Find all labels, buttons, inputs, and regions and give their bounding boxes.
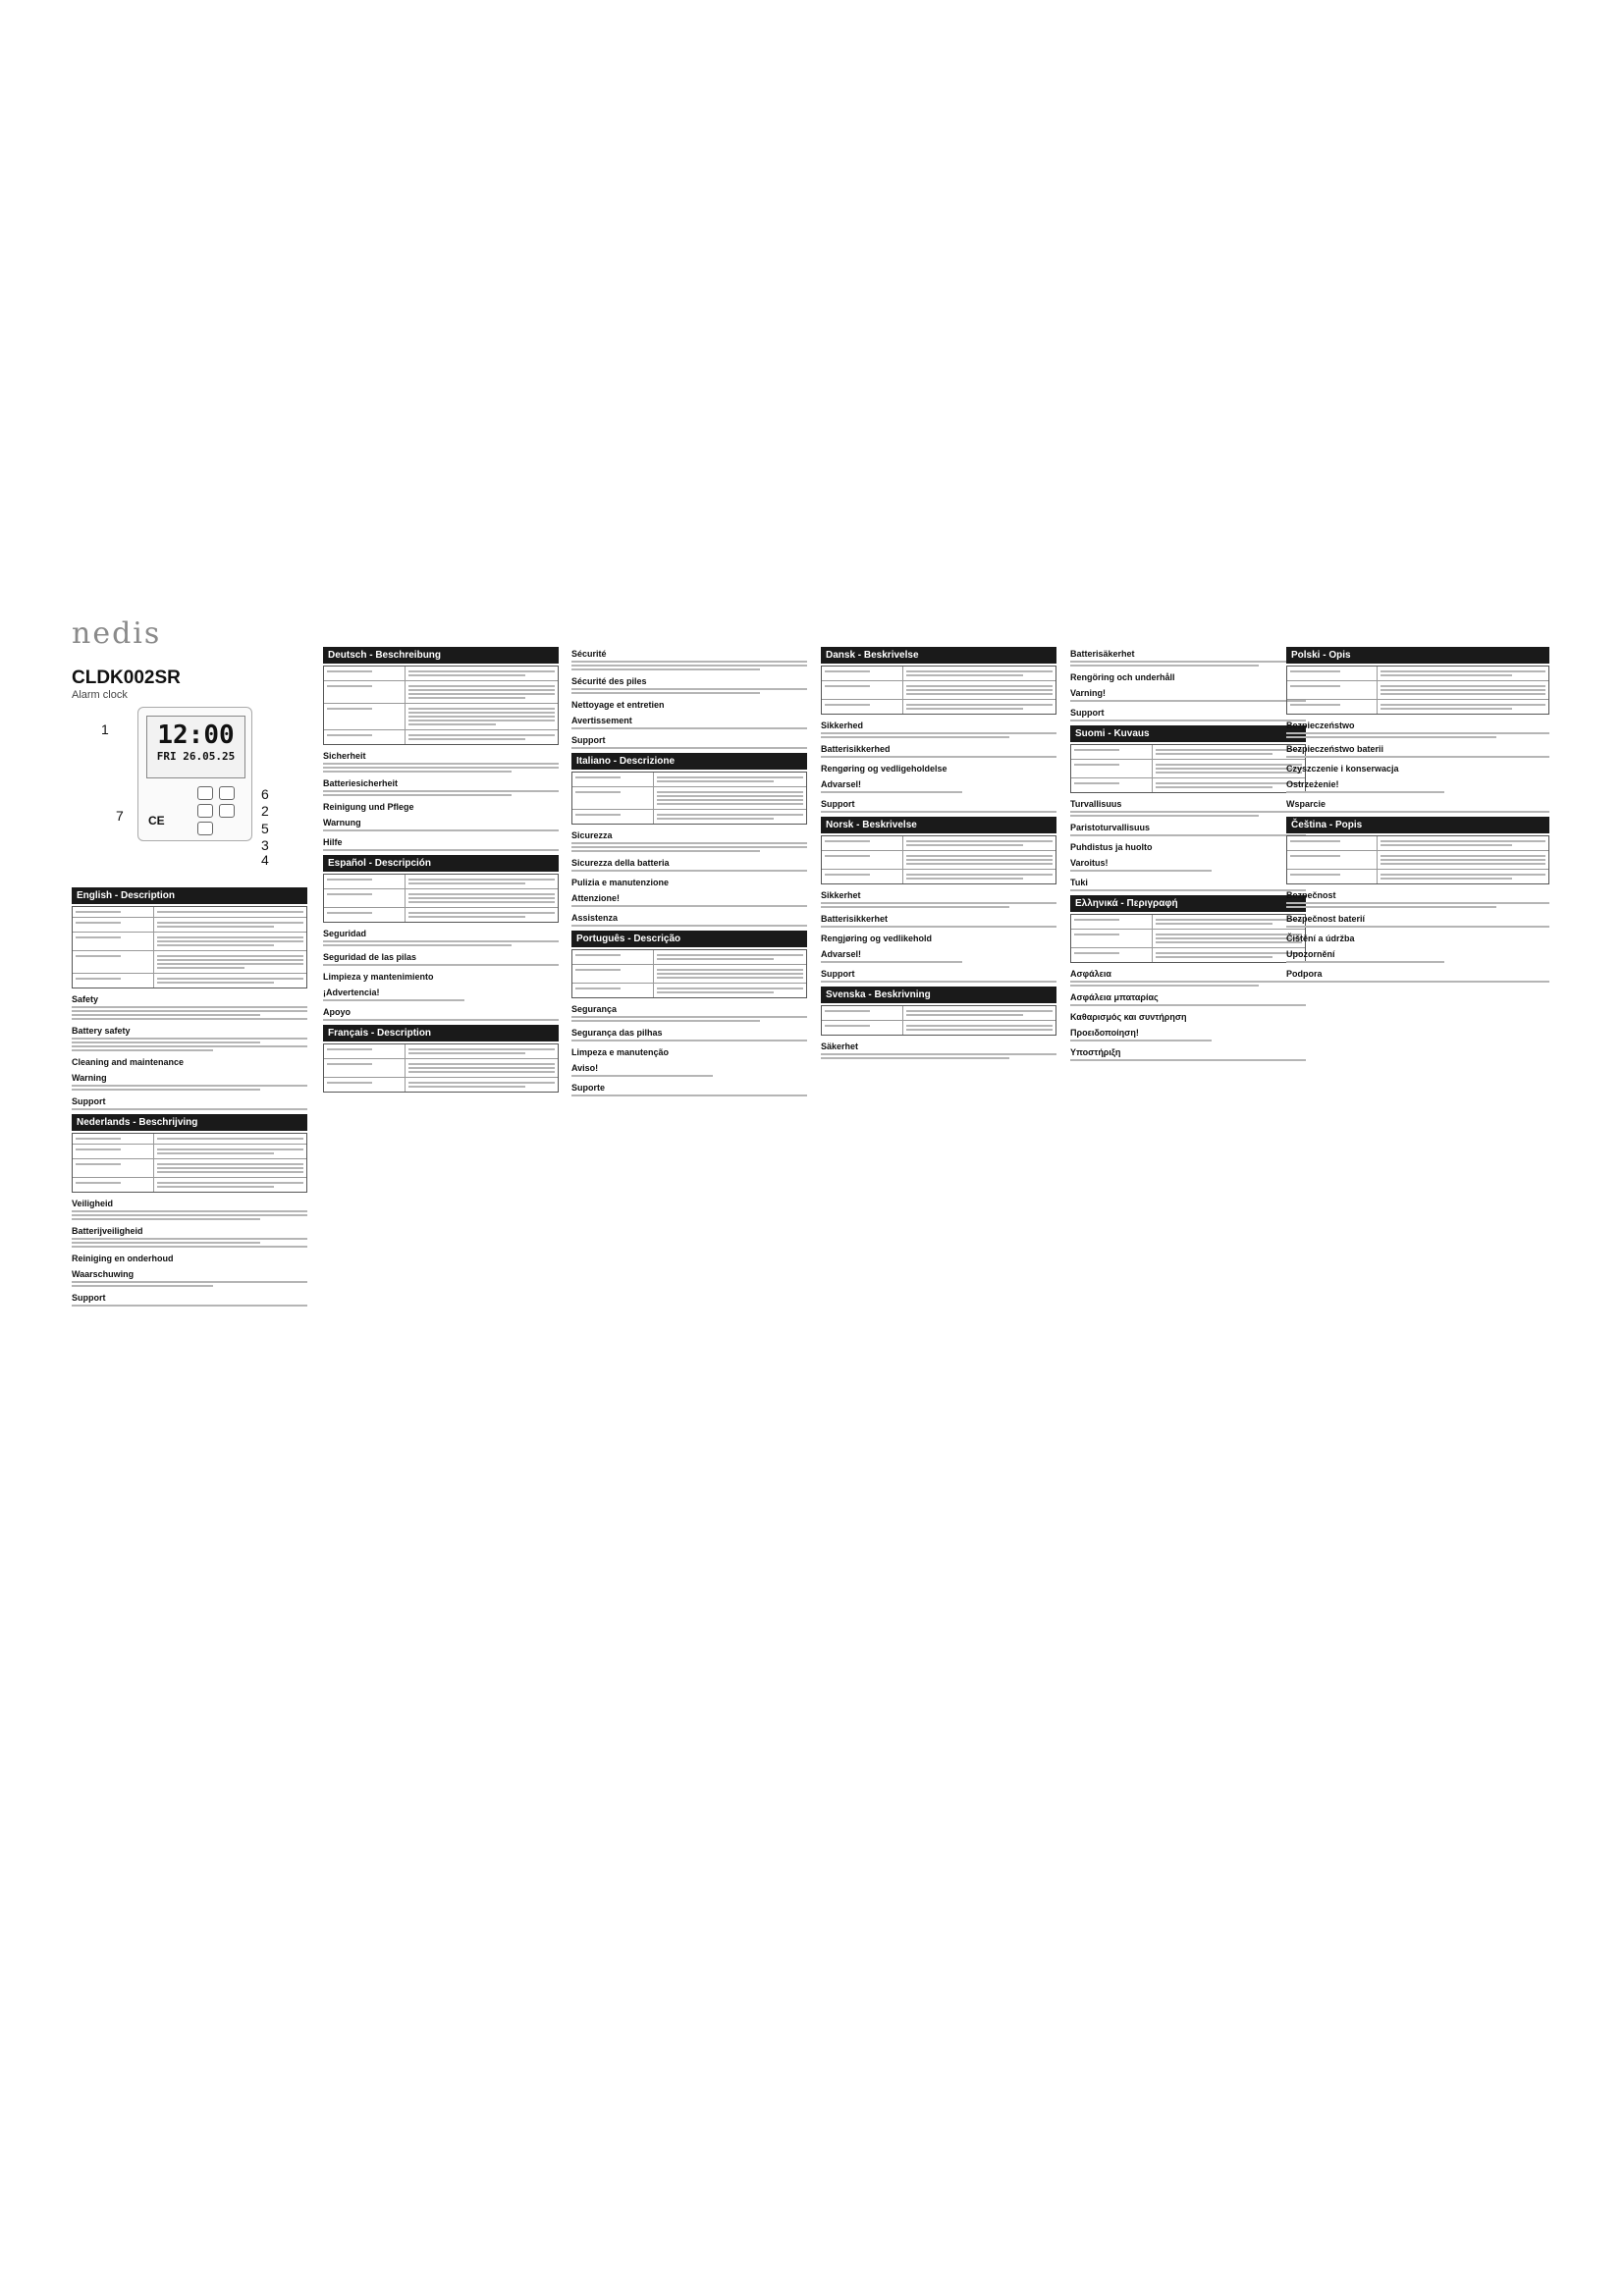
table-row — [1287, 667, 1548, 681]
heading: Limpieza y mantenimiento — [323, 972, 434, 982]
table-row — [73, 1159, 306, 1178]
table-row — [1071, 930, 1305, 948]
column-3 — [571, 643, 807, 1098]
heading: Ασφάλεια — [1070, 969, 1111, 979]
table-row — [1071, 778, 1305, 792]
table-row — [1287, 681, 1548, 700]
table-row — [324, 730, 558, 744]
heading: Batteriesicherheit — [323, 778, 399, 788]
spec-table — [571, 772, 807, 825]
heading: Seguridad de las pilas — [323, 952, 417, 962]
brand-logo: nedis — [72, 616, 162, 651]
table-row — [324, 1059, 558, 1078]
heading: Turvallisuus — [1070, 799, 1122, 809]
heading: Varoitus! — [1070, 858, 1109, 868]
table-row — [1071, 948, 1305, 962]
heading: Sécurité — [571, 649, 607, 659]
table-row — [73, 933, 306, 951]
column-2 — [323, 643, 559, 1093]
section-title: Dansk - Beskrivelse — [821, 647, 1056, 664]
heading: Wsparcie — [1286, 799, 1326, 809]
table-row — [822, 1021, 1056, 1035]
heading: Nettoyage et entretien — [571, 700, 665, 710]
heading: Waarschuwing — [72, 1269, 135, 1279]
heading: Pulizia e manutenzione — [571, 878, 670, 887]
table-row — [1071, 915, 1305, 930]
callout-4: 4 — [261, 852, 269, 868]
section-title: Italiano - Descrizione — [571, 753, 807, 770]
heading: Hilfe — [323, 837, 343, 847]
heading: Sikkerhet — [821, 890, 861, 900]
heading: ¡Advertencia! — [323, 988, 380, 997]
spec-table — [323, 874, 559, 923]
heading: Support — [72, 1096, 106, 1106]
heading: Assistenza — [571, 913, 619, 923]
callout-1: 1 — [101, 721, 109, 737]
heading: Advarsel! — [821, 779, 862, 789]
table-row — [73, 907, 306, 918]
table-row — [324, 667, 558, 681]
heading: Warning — [72, 1073, 107, 1083]
heading: Seguridad — [323, 929, 367, 938]
spec-table — [72, 906, 307, 988]
callout-3: 3 — [261, 837, 269, 853]
heading: Varning! — [1070, 688, 1107, 698]
column-4 — [821, 643, 1056, 1061]
heading: Paristoturvallisuus — [1070, 823, 1151, 832]
section-title: Français - Description — [323, 1025, 559, 1041]
heading: Batterisikkerhed — [821, 744, 891, 754]
callout-6: 6 — [261, 786, 269, 802]
table-row — [324, 908, 558, 922]
section-title: Svenska - Beskrivning — [821, 987, 1056, 1003]
heading: Suporte — [571, 1083, 606, 1093]
heading: Podpora — [1286, 969, 1323, 979]
heading: Batterisäkerhet — [1070, 649, 1135, 659]
table-row — [324, 889, 558, 908]
heading: Säkerhet — [821, 1041, 859, 1051]
table-row — [1287, 836, 1548, 851]
table-row — [324, 1044, 558, 1059]
table-row — [324, 681, 558, 704]
table-row — [73, 974, 306, 988]
spec-table — [821, 1005, 1056, 1036]
spec-table — [1286, 666, 1549, 715]
table-row — [1071, 745, 1305, 760]
table-row — [1287, 700, 1548, 714]
heading: Veiligheid — [72, 1199, 114, 1208]
heading: Apoyo — [323, 1007, 351, 1017]
section-title: Português - Descrição — [571, 931, 807, 947]
table-row — [822, 836, 1056, 851]
heading: Reiniging en onderhoud — [72, 1254, 174, 1263]
table-row — [324, 704, 558, 730]
heading: Avertissement — [571, 716, 632, 725]
table-row — [572, 965, 806, 984]
table-row — [572, 787, 806, 810]
heading: Υποστήριξη — [1070, 1047, 1121, 1057]
heading: Battery safety — [72, 1026, 131, 1036]
heading: Sécurité des piles — [571, 676, 647, 686]
spec-table — [821, 666, 1056, 715]
heading: Rengøring og vedligeholdelse — [821, 764, 947, 774]
table-row — [1287, 851, 1548, 870]
heading: Ασφάλεια μπαταρίας — [1070, 992, 1159, 1002]
heading: Puhdistus ja huolto — [1070, 842, 1153, 852]
heading: Support — [821, 969, 855, 979]
table-row — [73, 1145, 306, 1159]
spec-table — [1070, 744, 1306, 793]
heading: Bezpečnost baterií — [1286, 914, 1366, 924]
heading: Upozornění — [1286, 949, 1335, 959]
heading: Support — [821, 799, 855, 809]
section-title: Suomi - Kuvaus — [1070, 725, 1306, 742]
spec-table — [1070, 914, 1306, 963]
heading: Bezpečnost — [1286, 890, 1336, 900]
column-5 — [1070, 643, 1306, 1063]
heading: Προειδοποίηση! — [1070, 1028, 1139, 1038]
button-6 — [197, 786, 213, 800]
model-number: CLDK002SR — [72, 667, 181, 688]
spec-table — [72, 1133, 307, 1193]
heading: Reinigung und Pflege — [323, 802, 414, 812]
lcd-date: FRI 26.05.25 — [156, 750, 236, 763]
spec-table — [1286, 835, 1549, 884]
table-row — [822, 870, 1056, 883]
heading: Rengöring och underhåll — [1070, 672, 1175, 682]
product-subtitle: Alarm clock — [72, 689, 128, 701]
heading: Bezpieczeństwo baterii — [1286, 744, 1384, 754]
heading: Καθαρισμός και συντήρηση — [1070, 1012, 1187, 1022]
table-row — [822, 681, 1056, 700]
section-title: Norsk - Beskrivelse — [821, 817, 1056, 833]
button-3 — [197, 804, 213, 818]
heading: Advarsel! — [821, 949, 862, 959]
section-title: English - Description — [72, 887, 307, 904]
heading: Czyszczenie i konserwacja — [1286, 764, 1399, 774]
button-4 — [219, 804, 235, 818]
heading: Čištění a údržba — [1286, 934, 1355, 943]
heading: Aviso! — [571, 1063, 599, 1073]
heading: Limpeza e manutenção — [571, 1047, 670, 1057]
button-2 — [197, 822, 213, 835]
column-6 — [1286, 643, 1549, 985]
table-row — [1071, 760, 1305, 778]
spec-table — [821, 835, 1056, 884]
callout-5: 5 — [261, 821, 269, 836]
heading: Support — [72, 1293, 106, 1303]
heading: Bezpieczeństwo — [1286, 721, 1355, 730]
lcd-display — [146, 716, 245, 778]
table-row — [572, 984, 806, 997]
table-row — [324, 875, 558, 889]
heading: Support — [1070, 708, 1105, 718]
lcd-time: 12:00 — [157, 721, 235, 750]
table-row — [324, 1078, 558, 1092]
heading: Warnung — [323, 818, 361, 828]
product-diagram — [137, 707, 252, 841]
table-row — [73, 951, 306, 974]
heading: Safety — [72, 994, 99, 1004]
table-row — [73, 1178, 306, 1192]
table-row — [572, 950, 806, 965]
section-title: Español - Descripción — [323, 855, 559, 872]
section-title: Ελληνικά - Περιγραφή — [1070, 895, 1306, 912]
button-5 — [219, 786, 235, 800]
heading: Tuki — [1070, 878, 1088, 887]
column-1 — [72, 883, 307, 1308]
table-row — [73, 918, 306, 933]
spec-table — [323, 1043, 559, 1093]
heading: Sicherheit — [323, 751, 366, 761]
table-row — [572, 810, 806, 824]
table-row — [822, 700, 1056, 714]
table-row — [822, 851, 1056, 870]
heading: Segurança das pilhas — [571, 1028, 663, 1038]
ce-mark: CE — [148, 814, 165, 828]
heading: Sicurezza — [571, 830, 613, 840]
section-title: Nederlands - Beschrijving — [72, 1114, 307, 1131]
table-row — [73, 1134, 306, 1145]
table-row — [822, 667, 1056, 681]
heading: Attenzione! — [571, 893, 620, 903]
table-row — [1287, 870, 1548, 883]
section-title: Deutsch - Beschreibung — [323, 647, 559, 664]
heading: Cleaning and maintenance — [72, 1057, 185, 1067]
heading: Segurança — [571, 1004, 618, 1014]
heading: Ostrzeżenie! — [1286, 779, 1339, 789]
heading: Sicurezza della batteria — [571, 858, 670, 868]
callout-7: 7 — [116, 808, 124, 824]
spec-table — [571, 949, 807, 998]
spec-table — [323, 666, 559, 745]
table-row — [572, 773, 806, 787]
heading: Batterisikkerhet — [821, 914, 889, 924]
callout-2: 2 — [261, 803, 269, 819]
heading: Rengjøring og vedlikehold — [821, 934, 933, 943]
heading: Batterijveiligheid — [72, 1226, 143, 1236]
section-title: Čeština - Popis — [1286, 817, 1549, 833]
section-title: Polski - Opis — [1286, 647, 1549, 664]
heading: Support — [571, 735, 606, 745]
heading: Sikkerhed — [821, 721, 864, 730]
table-row — [822, 1006, 1056, 1021]
